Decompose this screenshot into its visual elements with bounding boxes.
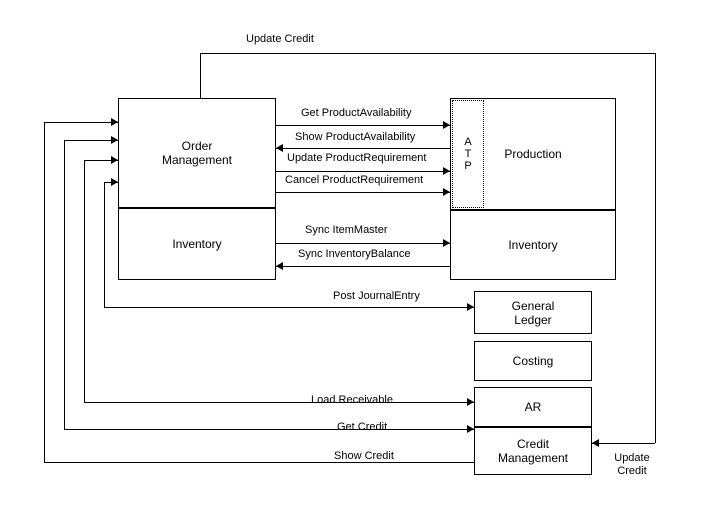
box-credit-management-label: Credit Management	[497, 437, 569, 465]
arrowhead-update-product-requirement	[443, 167, 450, 175]
label-show-credit: Show Credit	[334, 450, 394, 462]
box-ar[interactable]	[474, 387, 592, 427]
box-inventory-right-label: Inventory	[508, 238, 558, 252]
label-cancel-product-requirement: Cancel ProductRequirement	[285, 174, 424, 186]
connector-show-credit-stub	[44, 122, 118, 123]
connector-update-credit-right-vertical	[655, 53, 656, 443]
label-get-product-availability: Get ProductAvailability	[301, 107, 412, 119]
box-atp-label-a: A	[464, 136, 472, 148]
connector-show-product-availability	[276, 148, 450, 149]
arrowhead-cancel-product-requirement	[443, 188, 450, 196]
box-atp-label-p: P	[464, 160, 472, 172]
connector-cancel-product-requirement	[276, 192, 450, 193]
connector-post-journal-entry-vertical	[104, 182, 105, 307]
box-inventory-left[interactable]	[118, 208, 276, 280]
arrowhead-get-credit-stub	[111, 136, 118, 144]
label-sync-item-master: Sync ItemMaster	[305, 224, 388, 236]
arrowhead-show-credit-stub	[111, 118, 118, 126]
arrowhead-update-credit-into-credit-mgmt	[592, 439, 599, 447]
connector-load-receivable	[84, 402, 474, 403]
box-inventory-left-label: Inventory	[172, 237, 222, 251]
arrowhead-load-receivable-stub	[111, 156, 118, 164]
arrowhead-get-credit	[467, 425, 474, 433]
connector-load-receivable-vertical	[84, 160, 85, 402]
connector-sync-inventory-balance	[276, 266, 450, 267]
label-update-product-requirement: Update ProductRequirement	[287, 152, 427, 164]
connector-update-credit-top-down	[200, 53, 201, 99]
label-post-journal-entry: Post JournalEntry	[333, 290, 420, 302]
label-load-receivable: Load Receivable	[311, 394, 393, 406]
connector-get-credit	[64, 429, 474, 430]
label-show-product-availability: Show ProductAvailability	[295, 131, 416, 143]
arrowhead-sync-item-master	[443, 239, 450, 247]
connector-show-credit-vertical	[44, 122, 45, 462]
connector-get-product-availability	[276, 125, 450, 126]
connector-sync-item-master	[276, 243, 450, 244]
arrowhead-post-journal-entry	[467, 303, 474, 311]
box-ar-label: AR	[524, 400, 542, 414]
connector-post-journal-entry	[104, 307, 474, 308]
box-general-ledger-label: General Ledger	[511, 298, 555, 327]
box-costing[interactable]	[474, 341, 592, 381]
box-general-ledger[interactable]	[474, 291, 592, 334]
connector-get-credit-stub	[64, 140, 118, 141]
arrowhead-sync-inventory-balance	[276, 262, 283, 270]
box-inventory-right[interactable]	[450, 210, 616, 280]
arrowhead-get-product-availability	[443, 121, 450, 129]
box-costing-label: Costing	[512, 354, 554, 368]
connector-get-credit-vertical	[64, 140, 65, 429]
box-production-label: Production	[504, 147, 562, 161]
box-order-management[interactable]	[118, 98, 276, 208]
arrowhead-post-journal-entry-stub	[111, 178, 118, 186]
label-sync-inventory-balance: Sync InventoryBalance	[298, 248, 411, 260]
box-atp[interactable]	[452, 100, 484, 208]
arrowhead-show-product-availability	[276, 144, 283, 152]
box-atp-label-t: T	[464, 148, 472, 160]
arrowhead-load-receivable	[467, 398, 474, 406]
connector-update-product-requirement	[276, 171, 450, 172]
label-update-credit-right: Update Credit	[614, 452, 650, 477]
connector-update-credit-into-credit-mgmt	[592, 443, 655, 444]
label-update-credit-top: Update Credit	[246, 33, 314, 45]
box-credit-management[interactable]	[474, 427, 592, 475]
connector-show-credit	[44, 462, 474, 463]
connector-update-credit-top	[200, 53, 655, 54]
label-get-credit: Get Credit	[337, 421, 388, 433]
box-order-management-label: Order Management	[161, 139, 233, 167]
